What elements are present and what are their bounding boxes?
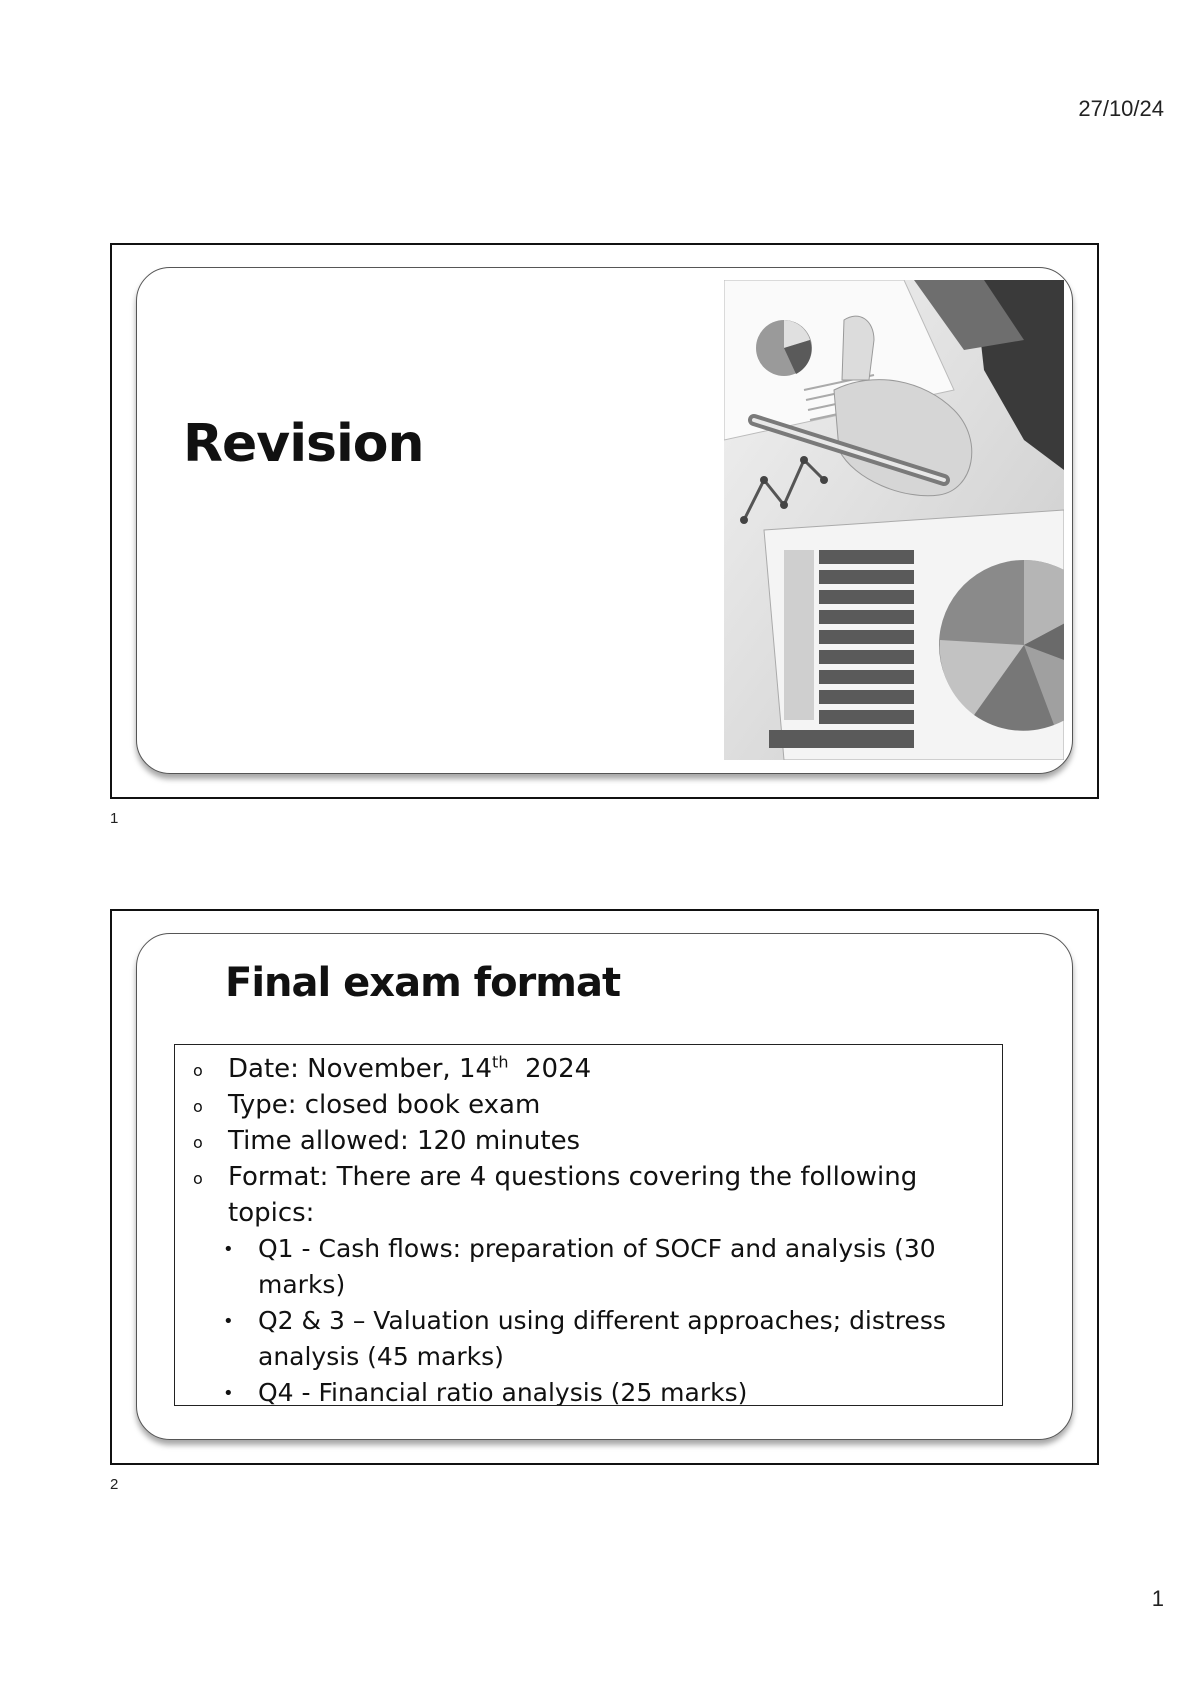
- page-date: 27/10/24: [1078, 96, 1164, 121]
- circle-bullet-icon: o: [193, 1061, 203, 1080]
- slide-1-number: 1: [110, 810, 119, 827]
- dot-bullet-icon: •: [223, 1239, 234, 1260]
- slide-2-frame: [110, 909, 1099, 1465]
- slide-1-photo: [724, 280, 1064, 760]
- circle-bullet-icon: o: [193, 1133, 203, 1152]
- exam-details-box: [174, 1044, 1003, 1406]
- list-item: o Format: There are 4 questions covering the following topics:: [175, 1159, 1002, 1231]
- slide-2-title: Final exam format: [225, 960, 621, 1006]
- exam-details-list: [175, 1045, 1002, 1406]
- list-item: o Date: November, 14th 2024: [175, 1051, 1002, 1087]
- slide-1-title: Revision: [183, 414, 424, 474]
- slide-2-number: 2: [110, 1476, 119, 1493]
- slide-2: [136, 933, 1073, 1440]
- circle-bullet-icon: o: [193, 1169, 203, 1188]
- list-item: o Type: closed book exam: [175, 1087, 1002, 1123]
- finance-charts-image: [724, 280, 1064, 760]
- dot-bullet-icon: •: [223, 1311, 234, 1332]
- circle-bullet-icon: o: [193, 1097, 203, 1116]
- sub-list-item: • Q2 & 3 – Valuation using different approaches; distress analysis (45 marks): [175, 1303, 1002, 1375]
- slide-1-frame: [110, 243, 1099, 799]
- sub-list-item: • Q4 - Financial ratio analysis (25 marks): [175, 1375, 1002, 1406]
- page-number: 1: [1151, 1586, 1164, 1611]
- slide-1: [136, 267, 1073, 774]
- list-item: o Time allowed: 120 minutes: [175, 1123, 1002, 1159]
- sub-list-item: • Q1 - Cash flows: preparation of SOCF and analysis (30 marks): [175, 1231, 1002, 1303]
- dot-bullet-icon: •: [223, 1383, 234, 1404]
